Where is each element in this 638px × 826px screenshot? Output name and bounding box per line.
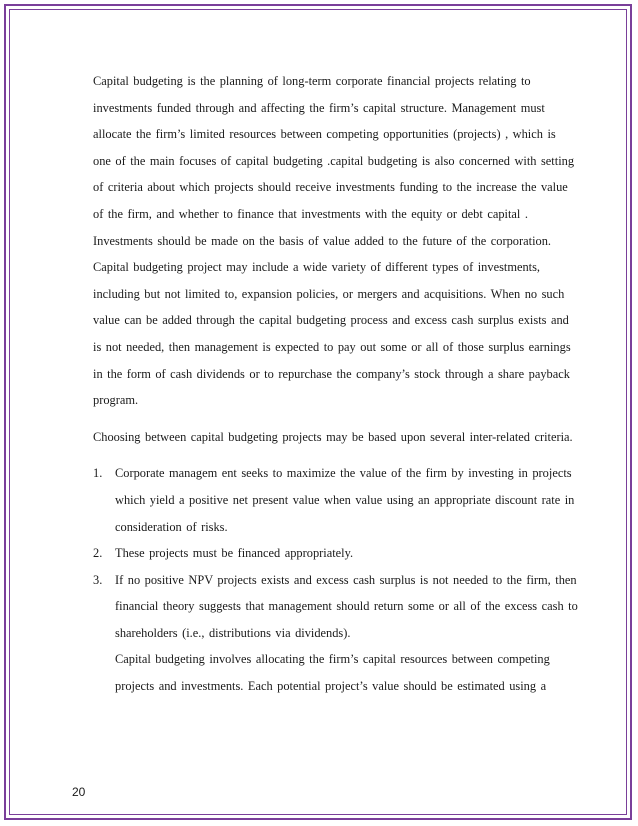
paragraph-capital-budgeting-intro bbox=[93, 68, 575, 414]
text-line: These projects must be financed appropriately. bbox=[115, 546, 354, 561]
list-item-1 bbox=[93, 460, 575, 540]
list-number: 1. bbox=[93, 466, 103, 481]
text-line: value can be added through the capital budgeting process and excess cash surplus exists and bbox=[93, 313, 569, 328]
document-body bbox=[93, 68, 578, 700]
paragraph-spacer bbox=[93, 414, 571, 424]
text-line: in the form of cash dividends or to repurchase the company’s stock through a share payback bbox=[93, 366, 570, 381]
text-line: of criteria about which projects should receive investments funding to the increase the value bbox=[93, 180, 568, 195]
text-line: Corporate managem ent seeks to maximize the value of the firm by investing in projects bbox=[115, 466, 572, 481]
list-item-3 bbox=[93, 567, 578, 647]
paragraph-capital-allocation bbox=[93, 646, 571, 699]
paragraph-choosing-criteria: Choosing between capital budgeting projects may be based upon several inter-related criteria. bbox=[93, 429, 573, 444]
text-line: program. bbox=[93, 393, 139, 408]
text-line: Capital budgeting is the planning of long-term corporate financial projects relating to bbox=[93, 74, 531, 88]
text-line: projects and investments. Each potential project’s value should be estimated using a bbox=[115, 679, 547, 694]
text-line: Capital budgeting involves allocating the firm’s capital resources between competing bbox=[115, 652, 550, 667]
text-line: shareholders (i.e., distributions via dividends). bbox=[115, 625, 351, 640]
paragraph-spacer bbox=[93, 450, 571, 460]
list-number: 2. bbox=[93, 546, 103, 561]
list-number: 3. bbox=[93, 572, 103, 587]
text-line: consideration of risks. bbox=[115, 519, 228, 534]
text-line: Capital budgeting project may include a wide variety of different types of investments, bbox=[93, 260, 541, 275]
text-line: one of the main focuses of capital budgeting .capital budgeting is also concerned with setting bbox=[93, 153, 575, 168]
list-item-2 bbox=[93, 540, 571, 567]
text-line: allocate the firm’s limited resources between competing opportunities (projects) , which is bbox=[93, 127, 556, 142]
text-line: of the firm, and whether to finance that investments with the equity or debt capital . bbox=[93, 206, 528, 221]
text-line: investments funded through and affecting the firm’s capital structure. Management must bbox=[93, 100, 545, 115]
text-line: financial theory suggests that management should return some or all of the excess cash to bbox=[115, 599, 578, 614]
text-line: including but not limited to, expansion policies, or mergers and acquisitions. When no such bbox=[93, 286, 565, 301]
text-line: which yield a positive net present value when value using an appropriate discount rate in bbox=[115, 492, 575, 507]
text-line: is not needed, then management is expected to pay out some or all of those surplus earnings bbox=[93, 339, 571, 354]
page-number: 20 bbox=[72, 785, 86, 799]
text-line: If no positive NPV projects exists and excess cash surplus is not needed to the firm, then bbox=[115, 572, 577, 587]
text-line: Investments should be made on the basis of value added to the future of the corporation. bbox=[93, 233, 551, 248]
criteria-list bbox=[93, 460, 578, 646]
